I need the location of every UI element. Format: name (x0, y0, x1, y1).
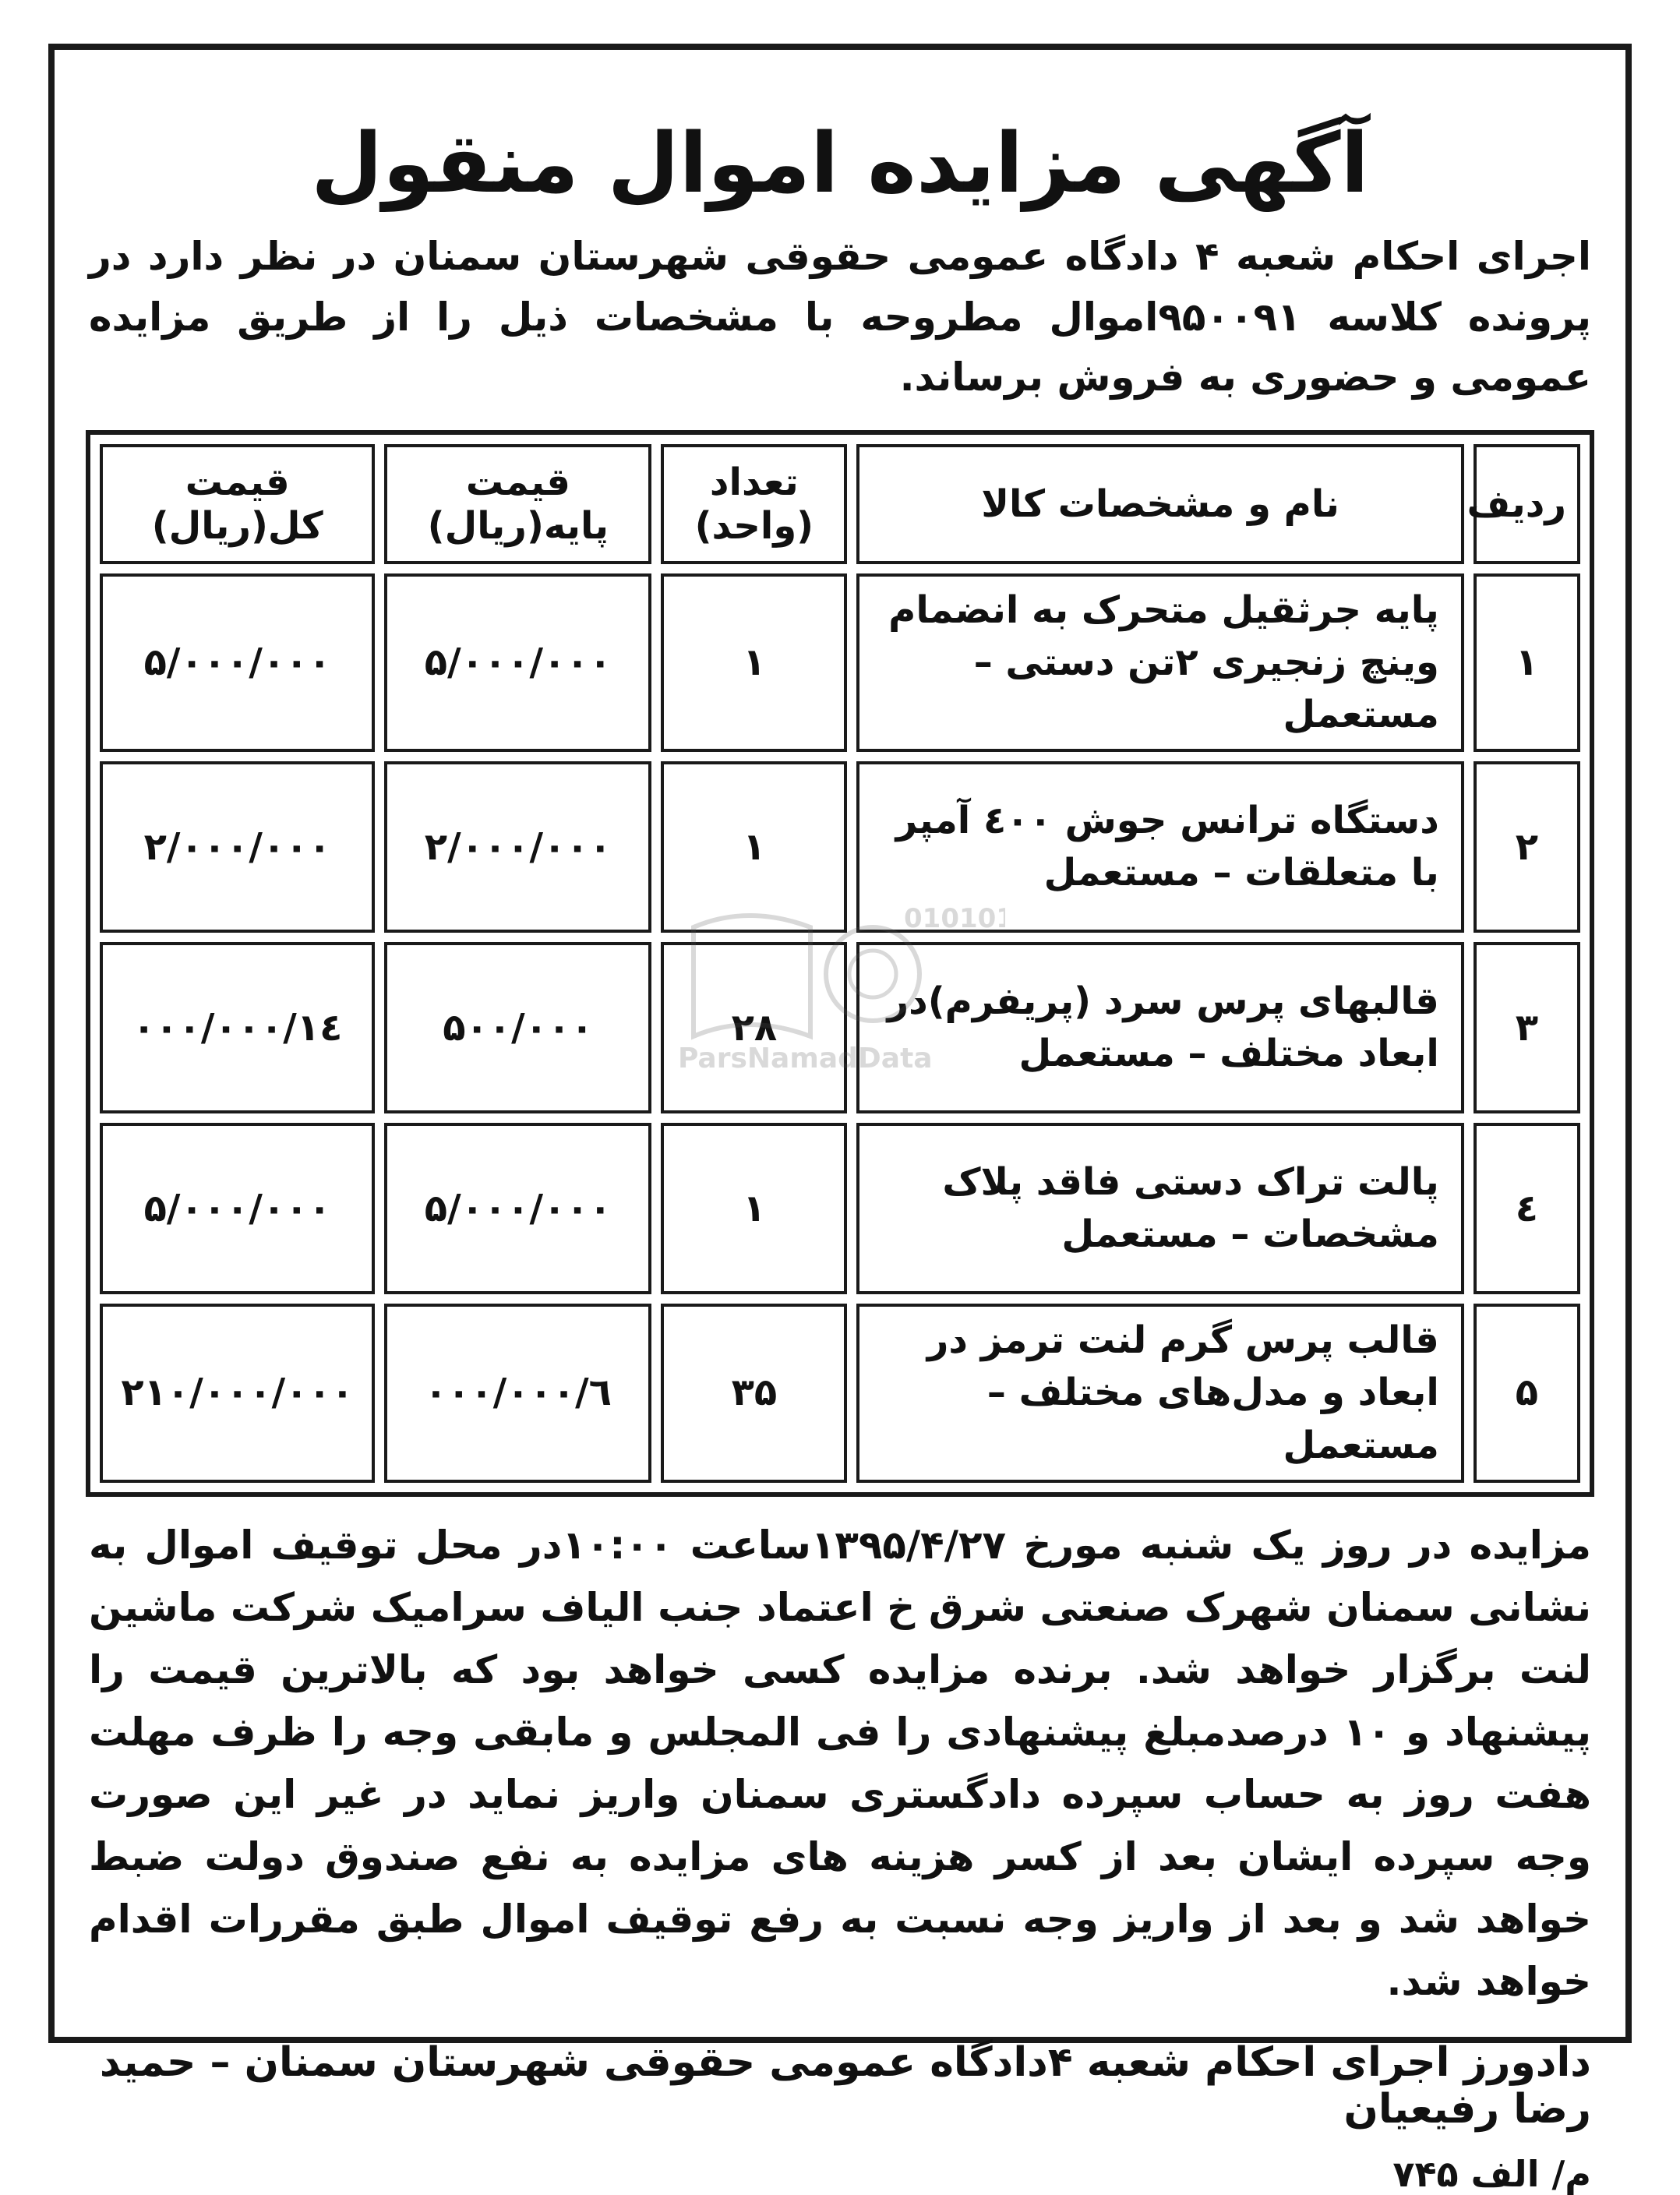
cell-total-price: ۵/۰۰۰/۰۰۰ (100, 573, 375, 753)
header-quantity: تعداد (واحد) (661, 444, 847, 564)
cell-total-price: ۲/۰۰۰/۰۰۰ (100, 761, 375, 933)
cell-base-price: ۵/۰۰۰/۰۰۰ (384, 1123, 651, 1294)
cell-item-name: پالت تراک دستی فاقد پلاک مشخصات – مستعمل (856, 1123, 1463, 1294)
cell-item-name: دستگاه ترانس جوش ٤٠٠ آمپر با متعلقات – مستعمل (856, 761, 1463, 933)
header-row-number: ردیف (1474, 444, 1580, 564)
cell-base-price: ۵/۰۰۰/۰۰۰ (384, 573, 651, 753)
cell-item-name: قالبهای پرس سرد (پریفرم)در ابعاد مختلف – مستعمل (856, 942, 1463, 1113)
page-title: آگهی مزایده اموال منقول (311, 115, 1369, 211)
cell-total-price: ۵/۰۰۰/۰۰۰ (100, 1123, 375, 1294)
cell-base-price: ۲/۰۰۰/۰۰۰ (384, 761, 651, 933)
header-item-name: نام و مشخصات کالا (856, 444, 1463, 564)
watermark-book-icon (678, 896, 1005, 1052)
table-header-row (100, 444, 1580, 564)
header-base-price: قیمت پایه(ریال) (384, 444, 651, 564)
cell-total-price: ۱٤/۰۰۰/۰۰۰ (100, 942, 375, 1113)
cell-item-name: پایه جرثقیل متحرک به انضمام وینچ زنجیری ۲تن دستی – مستعمل (856, 573, 1463, 753)
cell-row-number: ۲ (1474, 761, 1580, 933)
cell-total-price: ۲۱۰/۰۰۰/۰۰۰ (100, 1304, 375, 1483)
cell-row-number: ٤ (1474, 1123, 1580, 1294)
signature-line: دادورز اجرای احکام شعبه ۴دادگاه عمومی حقوقی شهرستان سمنان – حمید رضا رفیعیان (99, 2038, 1591, 2133)
header-total-price: قیمت کل(ریال) (100, 444, 375, 564)
reference-number: م/ الف ۷۴۵ (1392, 2152, 1591, 2195)
watermark-brand: ParsNamadData (678, 1043, 933, 1075)
auction-terms-paragraph: مزایده در روز یک شنبه مورخ ۱۳۹۵/۴/۲۷ساعت ۱۰:۰۰در محل توقیف اموال به نشانی سمنان شهرک صنعتی شرق خ اعتماد جنب الیاف سرامیک شرکت ماشین لنت برگزار خواهد شد. برنده مزایده کسی خواهد بود که بالاترین قیمت را پیشنهاد و ۱۰ درصدمبلغ پیشنهادی را فی المجلس و مابقی وجه را ظرف مهلت هفت روز به حساب سپرده دادگستری سمنان واریز نماید در غیر این صورت وجه سپرده ایشان بعد از کسر هزینه های مزایده به نفع صندوق دولت ضبط خواهد شد و بعد از واریز وجه نسبت به رفع توقیف اموال طبق مقررات اقدام خواهد شد. (89, 1522, 1591, 2004)
cell-quantity: ۱ (661, 761, 847, 933)
cell-row-number: ۳ (1474, 942, 1580, 1113)
intro-paragraph: اجرای احکام شعبه ۴ دادگاه عمومی حقوقی شهرستان سمنان در نظر دارد در پرونده کلاسه ۹۵۰۰۹۱اموال مطروحه با مشخصات ذیل را از طریق مزایده عمومی و حضوری به فروش برساند. (89, 234, 1591, 401)
cell-quantity: ۲۸ (661, 942, 847, 1113)
cell-row-number: ۱ (1474, 573, 1580, 753)
cell-row-number: ۵ (1474, 1304, 1580, 1483)
watermark-logo (678, 896, 1005, 1161)
cell-quantity: ۱ (661, 1123, 847, 1294)
cell-base-price: ٦/۰۰۰/۰۰۰ (384, 1304, 651, 1483)
cell-quantity: ۱ (661, 573, 847, 753)
cell-quantity: ۳۵ (661, 1304, 847, 1483)
cell-base-price: ۵۰۰/۰۰۰ (384, 942, 651, 1113)
table-row (100, 1304, 1580, 1483)
watermark-digits: 010101 (904, 903, 1005, 934)
cell-item-name: قالب پرس گرم لنت ترمز در ابعاد و مدل‌های مختلف – مستعمل (856, 1304, 1463, 1483)
table-row (100, 573, 1580, 753)
